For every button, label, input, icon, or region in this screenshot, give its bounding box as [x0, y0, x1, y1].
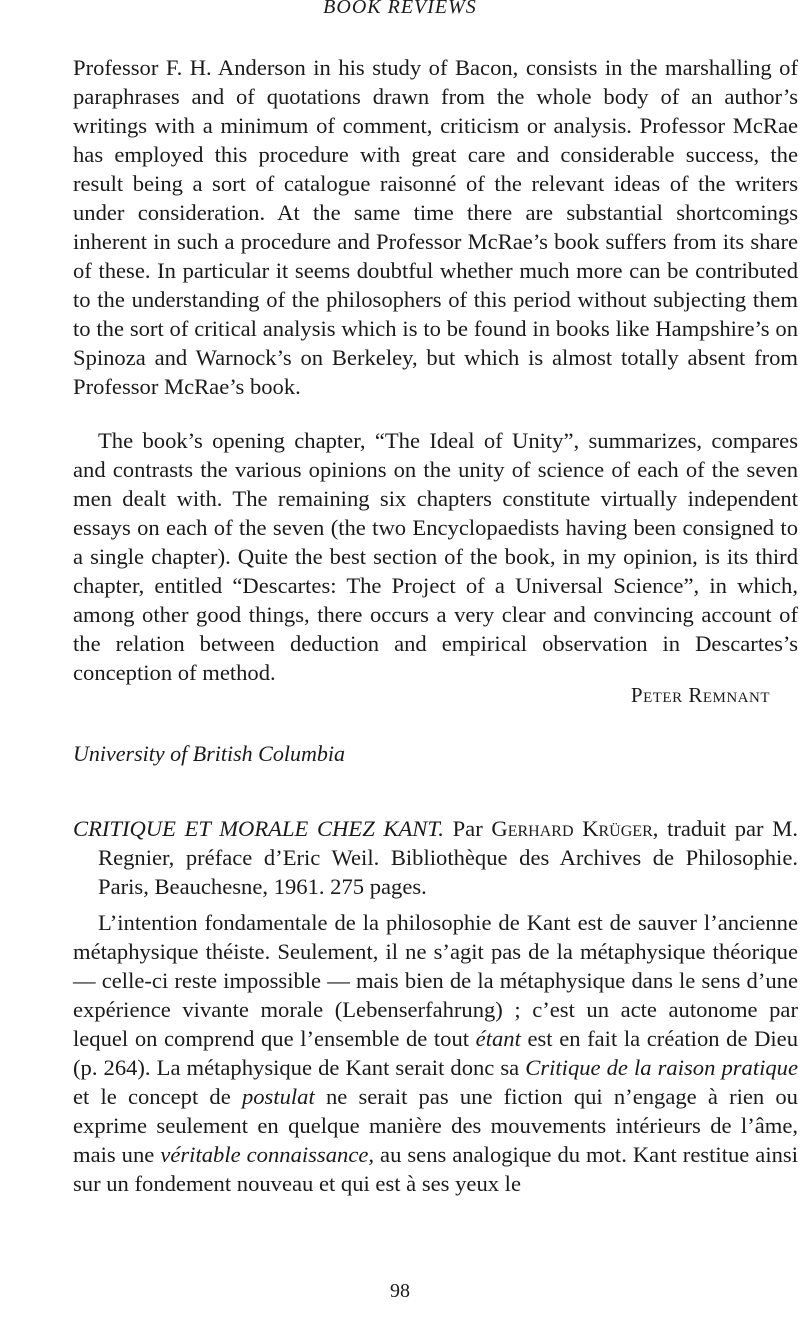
par-word: Par — [452, 816, 483, 841]
body-text-part-2: est en fait la création de Dieu (p. 264). La métaphysique de Kant serait donc sa — [73, 1026, 799, 1080]
review1-para2-text: The book’s opening chapter, “The Ideal of Unity”, summarizes, compares and contrasts the various opinions on the unity of science of each of the seven men dealt with. The remaining six chapters constitute virtually independent essays on each of the seven (the two Encyclopaedists having been consigned to a single chapter). Quite the best section of the book, in my opinion, is its third chapter, entitled “Descartes: The Project of a Universal Science”, in which, among other good things, there occurs a very clear and convincing account of the relation between deduction and empirical observation in Descartes’s conception of method. — [73, 428, 798, 685]
body-text-part-4: ne serait pas une fiction qui n’engage à rien ou exprime seulement en quelque manière des mouvements intérieurs de l’âme, mais une — [73, 1084, 798, 1167]
body-text-part-5: au sens analogique du mot. Kant restitue ainsi sur un fondement nouveau et qui est à ses yeux le — [73, 1142, 798, 1196]
body-emphasis-4: véritable connaissance, — [160, 1142, 375, 1167]
review1-paragraph-2 — [73, 426, 798, 687]
body-emphasis-1: étant — [475, 1026, 521, 1051]
reviewer-affiliation: University of British Columbia — [73, 741, 345, 766]
review2-body-text — [73, 908, 798, 1198]
page-number: 98 — [390, 1280, 410, 1302]
book-title: CRITIQUE ET MORALE CHEZ KANT. — [73, 816, 444, 841]
body-text-part-3: et le concept de — [73, 1084, 231, 1109]
reviewer-signature — [631, 683, 770, 708]
review2-body — [73, 908, 798, 1198]
review1-paragraph-1 — [73, 53, 798, 401]
book-author: Gerhard Krüger, — [491, 816, 659, 841]
review2-citation — [73, 814, 798, 901]
running-head: BOOK REVIEWS — [323, 0, 477, 18]
body-emphasis-3: postulat — [241, 1084, 315, 1109]
body-text-part-1: L’intention fondamentale de la philosophie de Kant est de sauver l’ancienne métaphysique théiste. Seulement, il ne s’agit pas de la métaphysique théorique — celle-ci reste impossible — mais bien de la métaphysique dans le sens d’une expérience vivante morale (Lebenserfahrung) ; c’est un acte autonome par lequel on comprend que l’ensemble de tout — [73, 910, 798, 1051]
reviewer-name: Peter Remnant — [630, 683, 770, 707]
review1-para1-text: Professor F. H. Anderson in his study of Bacon, consists in the marshalling of paraphrases and of quotations drawn from the whole body of an author’s writings with a minimum of comment, criticism or analysis. Professor McRae has employed this procedure with great care and considerable success, the result being a sort of catalogue raisonné of the relevant ideas of the writers under consideration. At the same time there are substantial shortcomings inherent in such a procedure and Professor McRae’s book suffers from its share of these. In particular it seems doubtful whether much more can be contributed to the understanding of the philosophers of this period without subjecting them to the sort of critical analysis which is to be found in books like Hampshire’s on Spinoza and Warnock’s on Berkeley, but which is almost totally absent from Professor McRae’s book. — [73, 55, 798, 399]
book-details: traduit par M. Regnier, préface d’Eric Weil. Bibliothèque des Archives de Philosophie. Paris, Beauchesne, 1961. 275 pages. — [98, 816, 798, 899]
body-emphasis-2: Critique de la raison pratique — [525, 1055, 799, 1080]
